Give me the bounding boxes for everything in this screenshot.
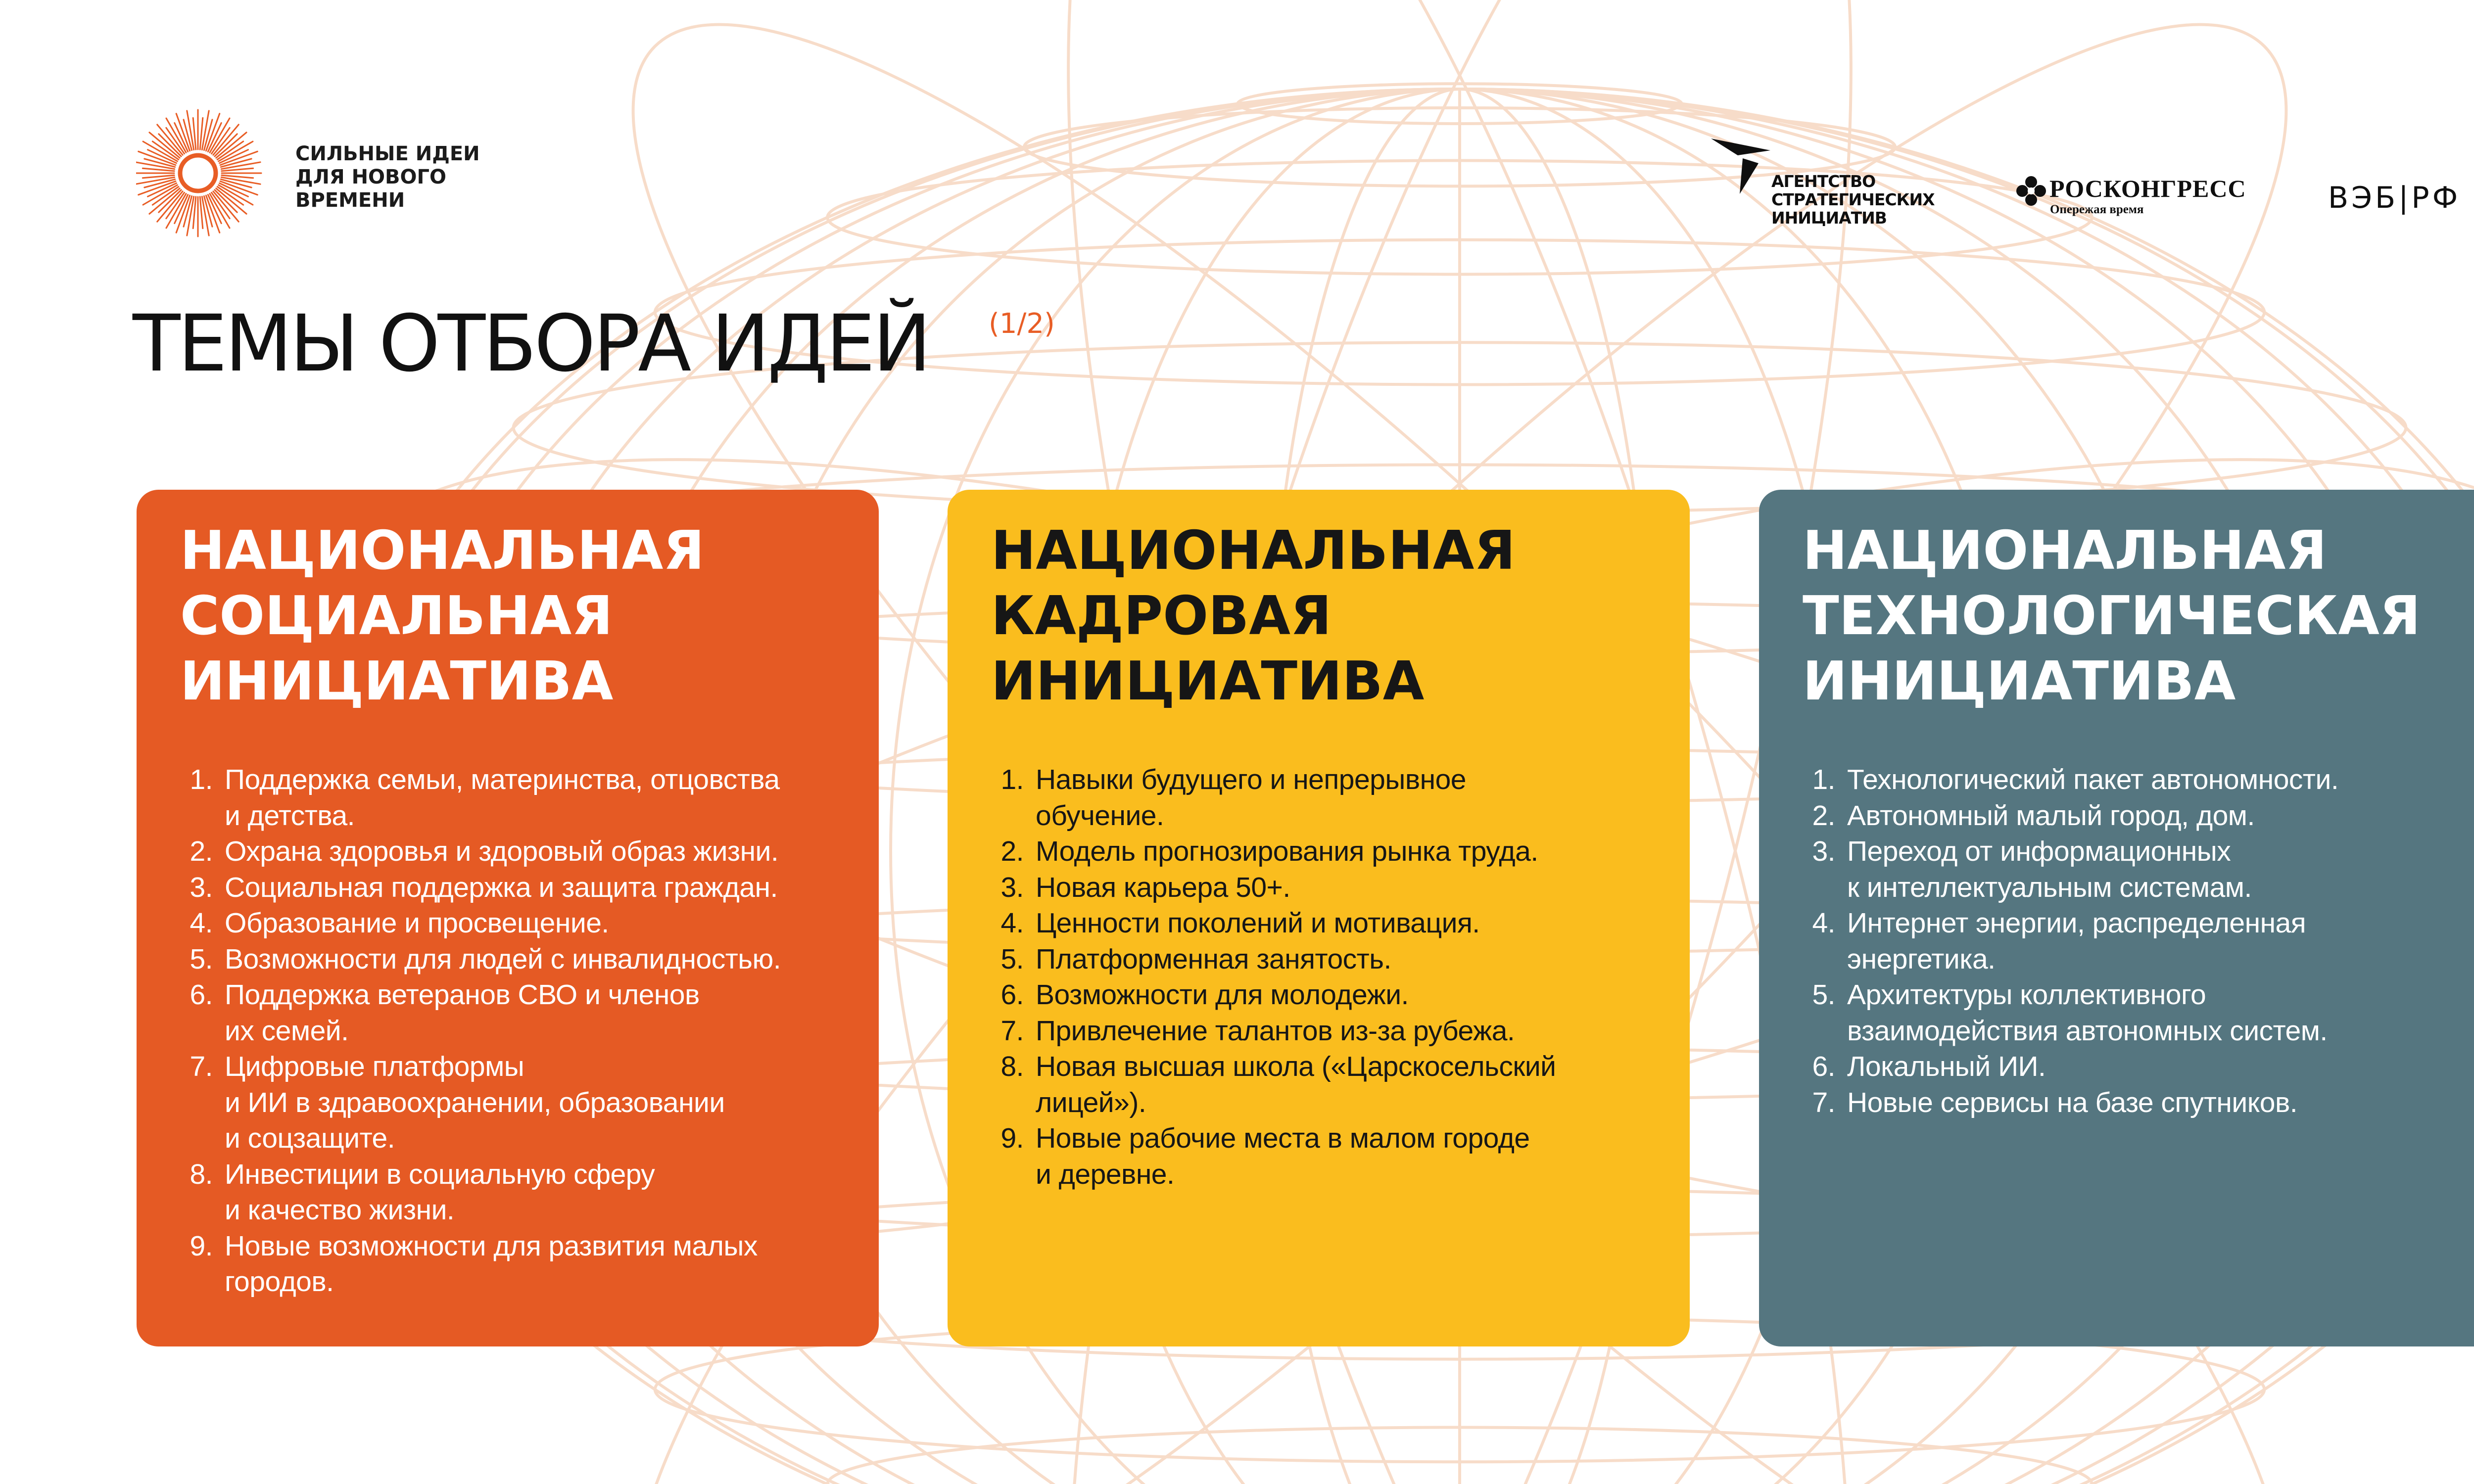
topic-text: их семей. <box>225 1015 349 1047</box>
topic-item <box>225 977 888 1049</box>
topic-item <box>1036 1013 1699 1049</box>
topic-list <box>1803 762 2474 1120</box>
topic-text: обучение. <box>1036 799 1164 832</box>
brand-logo <box>136 104 631 242</box>
topic-text: Переход от информационных <box>1847 835 2231 867</box>
topic-item <box>1847 762 2474 798</box>
card-title-line: НАЦИОНАЛЬНАЯ <box>1803 520 2327 582</box>
topic-list <box>180 762 888 1300</box>
topic-item <box>225 1157 888 1228</box>
card-title-line: ИНИЦИАТИВА <box>1803 650 2236 712</box>
topic-item <box>1847 798 2474 834</box>
topic-item <box>1036 1120 1699 1192</box>
sunburst-icon <box>136 104 275 242</box>
topic-item <box>225 1049 888 1157</box>
topic-text: Новая карьера 50+. <box>1036 871 1290 903</box>
topic-item <box>225 870 888 906</box>
brand-name <box>295 142 572 212</box>
topic-text: и соцзащите. <box>225 1122 395 1154</box>
card-title-line: ИНИЦИАТИВА <box>180 650 614 712</box>
partner-veb-logo: ВЭБ|РФ <box>2328 181 2461 215</box>
roscongress-name: РОСКОНГРЕСС <box>2049 175 2246 202</box>
topic-text: Поддержка семьи, материнства, отцовства <box>225 764 780 795</box>
brand-line: ДЛЯ НОВОГО <box>295 166 447 188</box>
card-title <box>1803 518 2474 714</box>
topic-item <box>1847 1085 2474 1121</box>
topic-list <box>991 762 1699 1192</box>
topic-text: городов. <box>225 1266 334 1298</box>
asi-mark-icon <box>1707 135 1776 199</box>
topic-item <box>225 1228 888 1300</box>
topic-text: энергетика. <box>1847 943 1996 975</box>
topic-text: Локальный ИИ. <box>1847 1051 2046 1082</box>
topic-text: Автономный малый город, дом. <box>1847 799 2255 832</box>
topic-item <box>1036 941 1699 977</box>
topic-text: и деревне. <box>1036 1158 1175 1190</box>
topic-text: Охрана здоровья и здоровый образ жизни. <box>225 835 779 867</box>
card-social-initiative <box>137 490 879 1346</box>
card-title-line: ТЕХНОЛОГИЧЕСКАЯ <box>1803 585 2421 647</box>
brand-line: СИЛЬНЫЕ ИДЕИ <box>295 142 480 165</box>
asi-line: ИНИЦИАТИВ <box>1771 208 1887 228</box>
topic-item <box>1036 1049 1699 1120</box>
topic-item <box>1847 905 2474 977</box>
topic-item <box>1036 762 1699 834</box>
topic-item <box>1036 834 1699 870</box>
partner-asi-logo <box>1707 135 1945 233</box>
topic-text: Интернет энергии, распределенная <box>1847 907 2306 939</box>
topic-text: Архитектуры коллективного <box>1847 979 2206 1011</box>
topic-item <box>225 834 888 870</box>
card-title-line: СОЦИАЛЬНАЯ <box>180 585 613 647</box>
topic-item <box>225 905 888 941</box>
topic-item <box>225 762 888 834</box>
topic-text: и качество жизни. <box>225 1194 455 1226</box>
asi-line: АГЕНТСТВО <box>1771 172 1876 191</box>
topic-item <box>1847 834 2474 905</box>
topic-text: взаимодействия автономных систем. <box>1847 1015 2328 1047</box>
card-title <box>180 518 863 714</box>
topic-text: Социальная поддержка и защита граждан. <box>225 871 778 903</box>
topic-text: Новая высшая школа («Царскосельский <box>1036 1051 1556 1082</box>
topic-text: Новые сервисы на базе спутников. <box>1847 1086 2298 1118</box>
brand-line: ВРЕМЕНИ <box>295 189 405 212</box>
topic-text: Возможности для людей с инвалидностью. <box>225 943 781 975</box>
topic-text: Новые возможности для развития малых <box>225 1230 758 1262</box>
page-subtitle: (1/2) <box>989 308 1055 340</box>
topic-text: Цифровые платформы <box>225 1051 524 1082</box>
roscongress-tagline: Опережая время <box>2050 203 2144 216</box>
topic-item <box>1847 977 2474 1049</box>
topic-item <box>1036 870 1699 906</box>
topic-text: Новые рабочие места в малом городе <box>1036 1122 1530 1154</box>
topic-text: лицей»). <box>1036 1086 1146 1118</box>
topic-text: Возможности для молодежи. <box>1036 979 1409 1011</box>
topic-item <box>1036 977 1699 1013</box>
card-kadr-initiative <box>948 490 1690 1346</box>
topic-text: Технологический пакет автономности. <box>1847 764 2339 795</box>
topic-text: Поддержка ветеранов СВО и членов <box>225 979 700 1011</box>
card-title <box>991 518 1674 714</box>
topic-item <box>1036 905 1699 941</box>
topic-text: Платформенная занятость. <box>1036 943 1391 975</box>
topic-text: и детства. <box>225 799 355 832</box>
topic-item <box>225 941 888 977</box>
asi-line: СТРАТЕГИЧЕСКИХ <box>1771 190 1935 209</box>
topic-text: Инвестиции в социальную сферу <box>225 1158 655 1190</box>
topic-text: Образование и просвещение. <box>225 907 609 939</box>
topic-item <box>1847 1049 2474 1085</box>
card-title-line: ИНИЦИАТИВА <box>991 650 1425 712</box>
page-title: ТЕМЫ ОТБОРА ИДЕЙ <box>133 298 929 389</box>
partner-asi-name <box>1771 172 1945 227</box>
topic-text: Модель прогнозирования рынка труда. <box>1036 835 1538 867</box>
topic-text: к интеллектуальным системам. <box>1847 871 2252 903</box>
partner-roscongress-logo <box>2014 174 2271 229</box>
card-tech-initiative <box>1759 490 2474 1346</box>
roscongress-emblem-icon <box>2014 174 2048 209</box>
topic-text: Ценности поколений и мотивация. <box>1036 907 1480 939</box>
topic-text: Навыки будущего и непрерывное <box>1036 764 1466 795</box>
topic-text: и ИИ в здравоохранении, образовании <box>225 1086 725 1118</box>
card-title-line: КАДРОВАЯ <box>991 585 1332 647</box>
card-title-line: НАЦИОНАЛЬНАЯ <box>180 520 705 582</box>
topic-text: Привлечение талантов из-за рубежа. <box>1036 1015 1515 1047</box>
card-title-line: НАЦИОНАЛЬНАЯ <box>991 520 1516 582</box>
